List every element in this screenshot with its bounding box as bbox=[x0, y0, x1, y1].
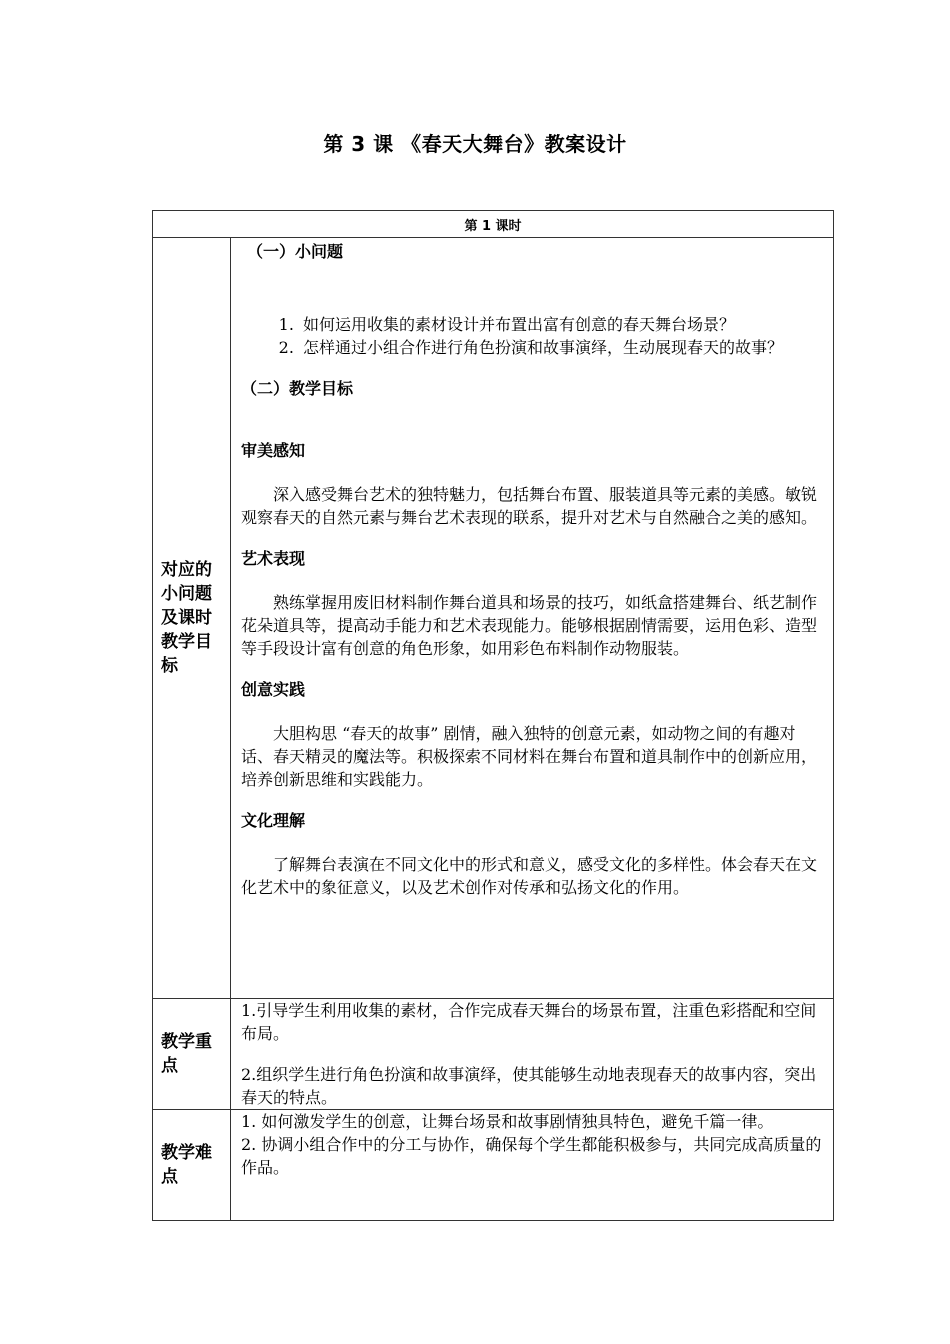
objectives-content bbox=[231, 238, 834, 999]
question-item: 2. 怎样通过小组合作进行角色扮演和故事演绎，生动展现春天的故事？ bbox=[299, 336, 823, 359]
key-point-item: 1.引导学生利用收集的素材，合作完成春天舞台的场景布置，注重色彩搭配和空间布局。 bbox=[241, 1001, 817, 1043]
goal-text: 大胆构思 “春天的故事” 剧情，融入独特的创意元素，如动物之间的有趣对话、春天精灵的魔法等。积极探索不同材料在舞台布置和道具制作中的创新应用，培养创新思维和实践能力。 bbox=[241, 724, 818, 789]
goal-heading: 创意实践 bbox=[241, 680, 306, 699]
key-points-label: 教学重点 bbox=[153, 999, 231, 1110]
objectives-row bbox=[153, 238, 834, 999]
difficulty-item: 2. 协调小组合作中的分工与协作，确保每个学生都能积极参与，共同完成高质量的作品。 bbox=[241, 1135, 822, 1177]
difficulties-content bbox=[231, 1110, 834, 1221]
goal-heading: 艺术表现 bbox=[241, 549, 306, 568]
session-cell: 第 1 课时 bbox=[153, 211, 834, 238]
session-row bbox=[153, 211, 834, 238]
key-points-content bbox=[231, 999, 834, 1110]
goal-text: 熟练掌握用废旧材料制作舞台道具和场景的技巧，如纸盒搭建舞台、纸艺制作花朵道具等，提高动手能力和艺术表现能力。能够根据剧情需要，运用色彩、造型等手段设计富有创意的角色形象，如用彩色布料制作动物服装。 bbox=[241, 593, 818, 658]
question-item: 1. 如何运用收集的素材设计并布置出富有创意的春天舞台场景？ bbox=[299, 313, 823, 336]
page-title: 第 3 课 《春天大舞台》教案设计 bbox=[323, 132, 627, 156]
goals-heading: （二）教学目标 bbox=[241, 379, 354, 398]
lesson-plan-table bbox=[152, 210, 834, 1221]
questions-heading: （一）小问题 bbox=[247, 242, 344, 261]
goal-text: 了解舞台表演在不同文化中的形式和意义，感受文化的多样性。体会春天在文化艺术中的象征意义，以及艺术创作对传承和弘扬文化的作用。 bbox=[241, 855, 818, 897]
question-list bbox=[241, 313, 823, 359]
difficulties-label: 教学难点 bbox=[153, 1110, 231, 1221]
difficulties-row bbox=[153, 1110, 834, 1221]
goal-heading: 文化理解 bbox=[241, 811, 306, 830]
goal-text: 深入感受舞台艺术的独特魅力，包括舞台布置、服装道具等元素的美感。敏锐观察春天的自然元素与舞台艺术表现的联系，提升对艺术与自然融合之美的感知。 bbox=[241, 485, 818, 527]
difficulty-item: 1. 如何激发学生的创意，让舞台场景和故事剧情独具特色，避免千篇一律。 bbox=[241, 1112, 774, 1131]
key-points-row bbox=[153, 999, 834, 1110]
key-point-item: 2.组织学生进行角色扮演和故事演绎，使其能够生动地表现春天的故事内容，突出春天的特点。 bbox=[241, 1065, 817, 1107]
objectives-label: 对应的小问题及课时教学目标 bbox=[153, 238, 231, 999]
goal-heading: 审美感知 bbox=[241, 441, 306, 460]
